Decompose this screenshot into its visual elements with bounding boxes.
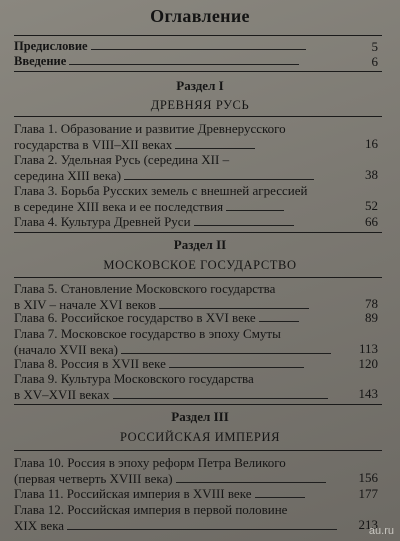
entry-label-line2: (начало XVII века) — [14, 341, 118, 357]
entry-label-line1: Глава 6. Российское государство в XVI веке — [14, 310, 256, 325]
toc-entry-chapter — [14, 121, 370, 152]
divider — [14, 35, 382, 36]
leader-line — [175, 148, 255, 149]
leader-line — [169, 367, 304, 368]
leader-line — [121, 353, 331, 354]
entry-label-line2: в середине XIII века и ее последствия — [14, 198, 224, 214]
entry-label-line2: в XIV – начале XVI веков — [14, 296, 156, 312]
leader-line — [194, 225, 294, 226]
entry-label: Введение — [14, 54, 67, 68]
section-number: Раздел II — [173, 237, 227, 252]
entry-label-line1: Глава 3. Борьба Русских земель с внешней агрессией — [14, 183, 308, 198]
entry-page-number: 5 — [371, 39, 378, 54]
entry-label-line1: Глава 2. Удельная Русь (середина XII – — [14, 152, 230, 167]
toc-entry-preface — [14, 39, 370, 53]
divider — [14, 450, 382, 451]
entry-page-number: 156 — [358, 470, 378, 485]
entry-label-line1: Глава 5. Становление Московского государства — [14, 281, 276, 296]
entry-label-line1: Глава 10. Россия в эпоху реформ Петра Великого — [14, 455, 286, 470]
page-title: Оглавление — [150, 6, 250, 26]
section-title: РОССИЙСКАЯ ИМПЕРИЯ — [119, 430, 281, 444]
toc-entry-chapter — [14, 152, 370, 183]
entry-label-line1: Глава 9. Культура Московского государства — [14, 371, 254, 386]
entry-label-line2: государства в VIII–XII веках — [14, 136, 173, 152]
entry-page-number: 89 — [365, 310, 378, 325]
leader-line — [91, 49, 306, 50]
section-title: МОСКОВСКОЕ ГОСУДАРСТВО — [103, 258, 297, 272]
entry-label-line2: середина XIII века) — [14, 167, 122, 183]
leader-line — [69, 64, 299, 65]
entry-label-line2: (первая четверть XVIII века) — [14, 470, 173, 486]
leader-line — [176, 482, 326, 483]
toc-entry-chapter — [14, 371, 370, 402]
toc-entry-chapter — [14, 502, 370, 533]
entry-page-number: 66 — [365, 214, 378, 229]
divider — [14, 71, 382, 72]
entry-label-line1: Глава 4. Культура Древней Руси — [14, 214, 191, 229]
entry-page-number: 6 — [371, 54, 378, 69]
leader-line — [226, 210, 284, 211]
entry-page-number: 78 — [365, 296, 378, 311]
entry-page-number: 213 — [358, 517, 378, 532]
entry-label-line1: Глава 12. Российская империя в первой половине — [14, 502, 288, 517]
entry-page-number: 177 — [358, 486, 378, 501]
entry-page-number: 38 — [365, 167, 378, 182]
entry-label-line2: XIX века — [14, 517, 65, 533]
entry-page-number: 143 — [358, 386, 378, 401]
entry-label-line1: Глава 8. Россия в XVII веке — [14, 356, 166, 371]
leader-line — [113, 398, 328, 399]
toc-entry-chapter — [14, 326, 370, 357]
entry-label-line1: Глава 1. Образование и развитие Древнерусского — [14, 121, 286, 136]
site-watermark: au.ru — [368, 525, 394, 537]
entry-label-line1: Глава 7. Московское государство в эпоху Смуты — [14, 326, 281, 341]
entry-label-line1: Глава 11. Российская империя в XVIII веке — [14, 486, 252, 501]
toc-entry-chapter — [14, 281, 370, 312]
entry-page-number: 52 — [365, 198, 378, 213]
divider — [14, 277, 382, 278]
section-number: Раздел III — [171, 409, 229, 424]
entry-page-number: 113 — [358, 341, 378, 356]
divider — [14, 404, 382, 405]
leader-line — [259, 321, 299, 322]
toc-entry-chapter — [14, 214, 370, 230]
toc-entry-introduction — [14, 54, 370, 68]
entry-label: Предисловие — [14, 39, 88, 53]
section-number: Раздел I — [176, 78, 224, 93]
toc-entry-chapter — [14, 183, 370, 214]
leader-line — [67, 529, 337, 530]
toc-entry-chapter — [14, 356, 370, 372]
toc-entry-chapter — [14, 455, 370, 486]
toc-entry-chapter — [14, 486, 370, 502]
section-title: ДРЕВНЯЯ РУСЬ — [150, 98, 250, 112]
leader-line — [255, 497, 305, 498]
entry-page-number: 120 — [358, 356, 378, 371]
leader-line — [124, 179, 314, 180]
divider — [14, 116, 382, 117]
divider — [14, 232, 382, 233]
entry-label-line2: в XV–XVII веках — [14, 386, 110, 402]
toc-entry-chapter — [14, 310, 370, 326]
entry-page-number: 16 — [365, 136, 378, 151]
leader-line — [159, 308, 309, 309]
